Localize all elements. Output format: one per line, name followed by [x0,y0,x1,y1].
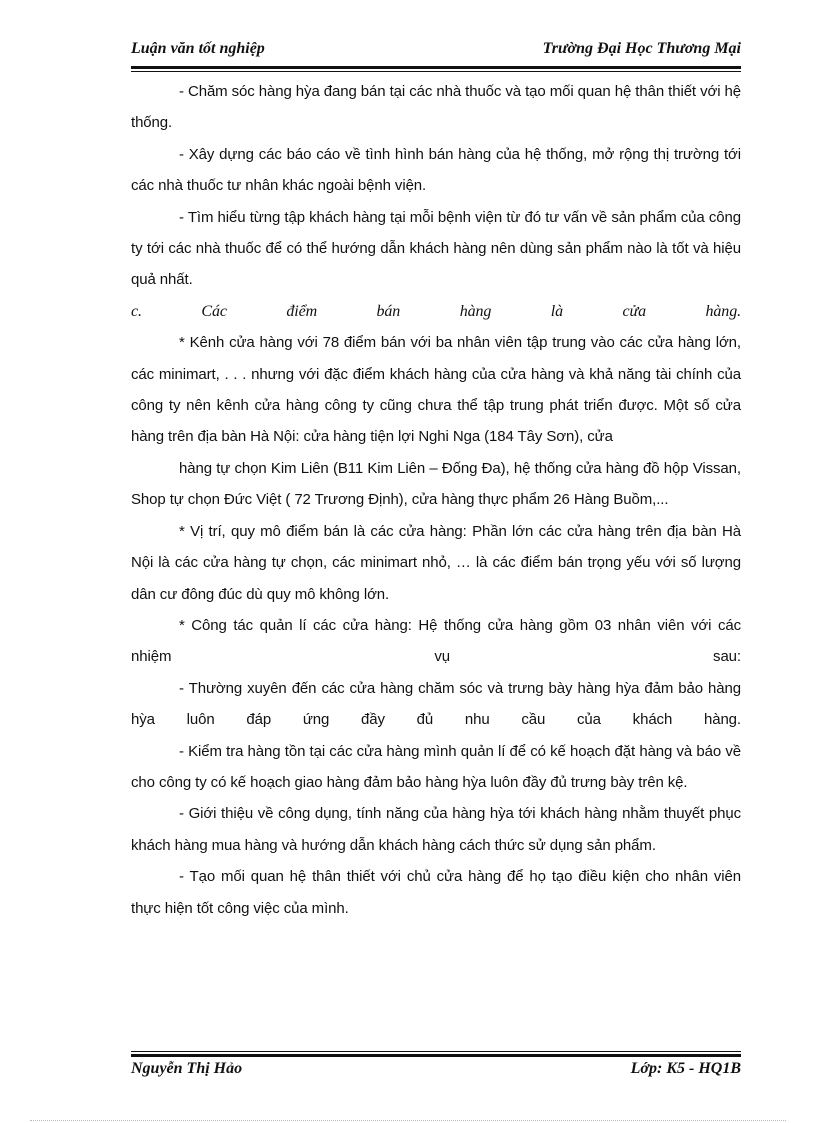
paragraph-product-intro: - Giới thiệu về công dụng, tính năng của hàng hỳa tới khách hàng nhằm thuyết phục khách hàng mua hàng và hướng dẫn khách hàng cách thức sử dụng sản phẩm. [131,805,741,854]
paragraph-regular-visits: - Thường xuyên đến các cửa hàng chăm sóc và trưng bày hàng hỳa đảm bảo hàng hỳa luôn đáp ứng đầy đủ nhu cầu của khách hàng. [131,679,741,729]
paragraph-inventory-check: - Kiểm tra hàng tồn tại các cửa hàng mình quản lí để có kế hoạch đặt hàng và báo về cho công ty có kế hoạch giao hàng đảm bảo hàng hỳa luôn đầy đủ trưng bày trên kệ. [131,742,741,791]
paragraph-store-location: * Vị trí, quy mô điểm bán là các cửa hàng: Phần lớn các cửa hàng trên địa bàn Hà Nội là các cửa hàng tự chọn, các minimart nhỏ, … là các điểm bán trọng yếu với số lượng dân cư đông đúc dù quy mô không lớn. [131,522,741,603]
page-header [131,40,741,66]
paragraph-customer-research: - Tìm hiểu từng tập khách hàng tại mỗi bệnh viện từ đó tư vấn về sản phẩm của công ty tới các nhà thuốc để có thể hướng dẫn khách hàng nên dùng sản phẩm nào là tốt và hiệu quả nhất. [131,208,741,289]
footer-rule-thick [131,1054,741,1057]
paragraph-store-list: hàng tự chọn Kim Liên (B11 Kim Liên – Đống Đa), hệ thống cửa hàng đồ hộp Vissan, Shop tự chọn Đức Việt ( 72 Trương Định), cửa hàng thực phẩm 26 Hàng Buồm,... [131,459,741,509]
footer-rule-thin [131,1051,741,1052]
page-footer [131,1060,741,1084]
header-rule-thick [131,66,741,69]
header-thesis-title: Luận văn tốt nghiệp [131,40,265,57]
paragraph-relationship: - Tạo mối quan hệ thân thiết với chủ cửa hàng để họ tạo điều kiện cho nhân viên thực hiện tốt công việc của mình. [131,868,741,917]
header-university: Trường Đại Học Thương Mại [542,40,741,57]
paragraph-store-channel: * Kênh cửa hàng với 78 điểm bán với ba nhân viên tập trung vào các cửa hàng lớn, các minimart, . . . nhưng với đặc điểm khách hàng của cửa hàng và khả năng tài chính của công ty nên kênh cửa hàng công ty cũng chưa thể tập trung phát triển được. Một số cửa hàng trên địa bàn Hà Nội: cửa hàng tiện lợi Nghi Nga (184 Tây Sơn), cửa [131,334,741,446]
paragraph-care-products: - Chăm sóc hàng hỳa đang bán tại các nhà thuốc và tạo mối quan hệ thân thiết với hệ thống. [131,83,741,132]
paragraph-store-management: * Công tác quản lí các cửa hàng: Hệ thống cửa hàng gồm 03 nhân viên với các nhiệm vụ sau: [131,616,741,666]
page-edge-dotted-line [30,1120,786,1121]
footer-author: Nguyễn Thị Hảo [131,1060,243,1077]
section-heading-c: c. Các điểm bán hàng là cửa hàng. [131,302,741,320]
paragraph-sales-reports: - Xây dựng các báo cáo về tình hình bán hàng của hệ thống, mở rộng thị trường tới các nhà thuốc tư nhân khác ngoài bệnh viện. [131,145,741,195]
document-body [131,76,741,924]
header-rule-thin [131,71,741,72]
footer-class: Lớp: K5 - HQ1B [630,1060,741,1077]
